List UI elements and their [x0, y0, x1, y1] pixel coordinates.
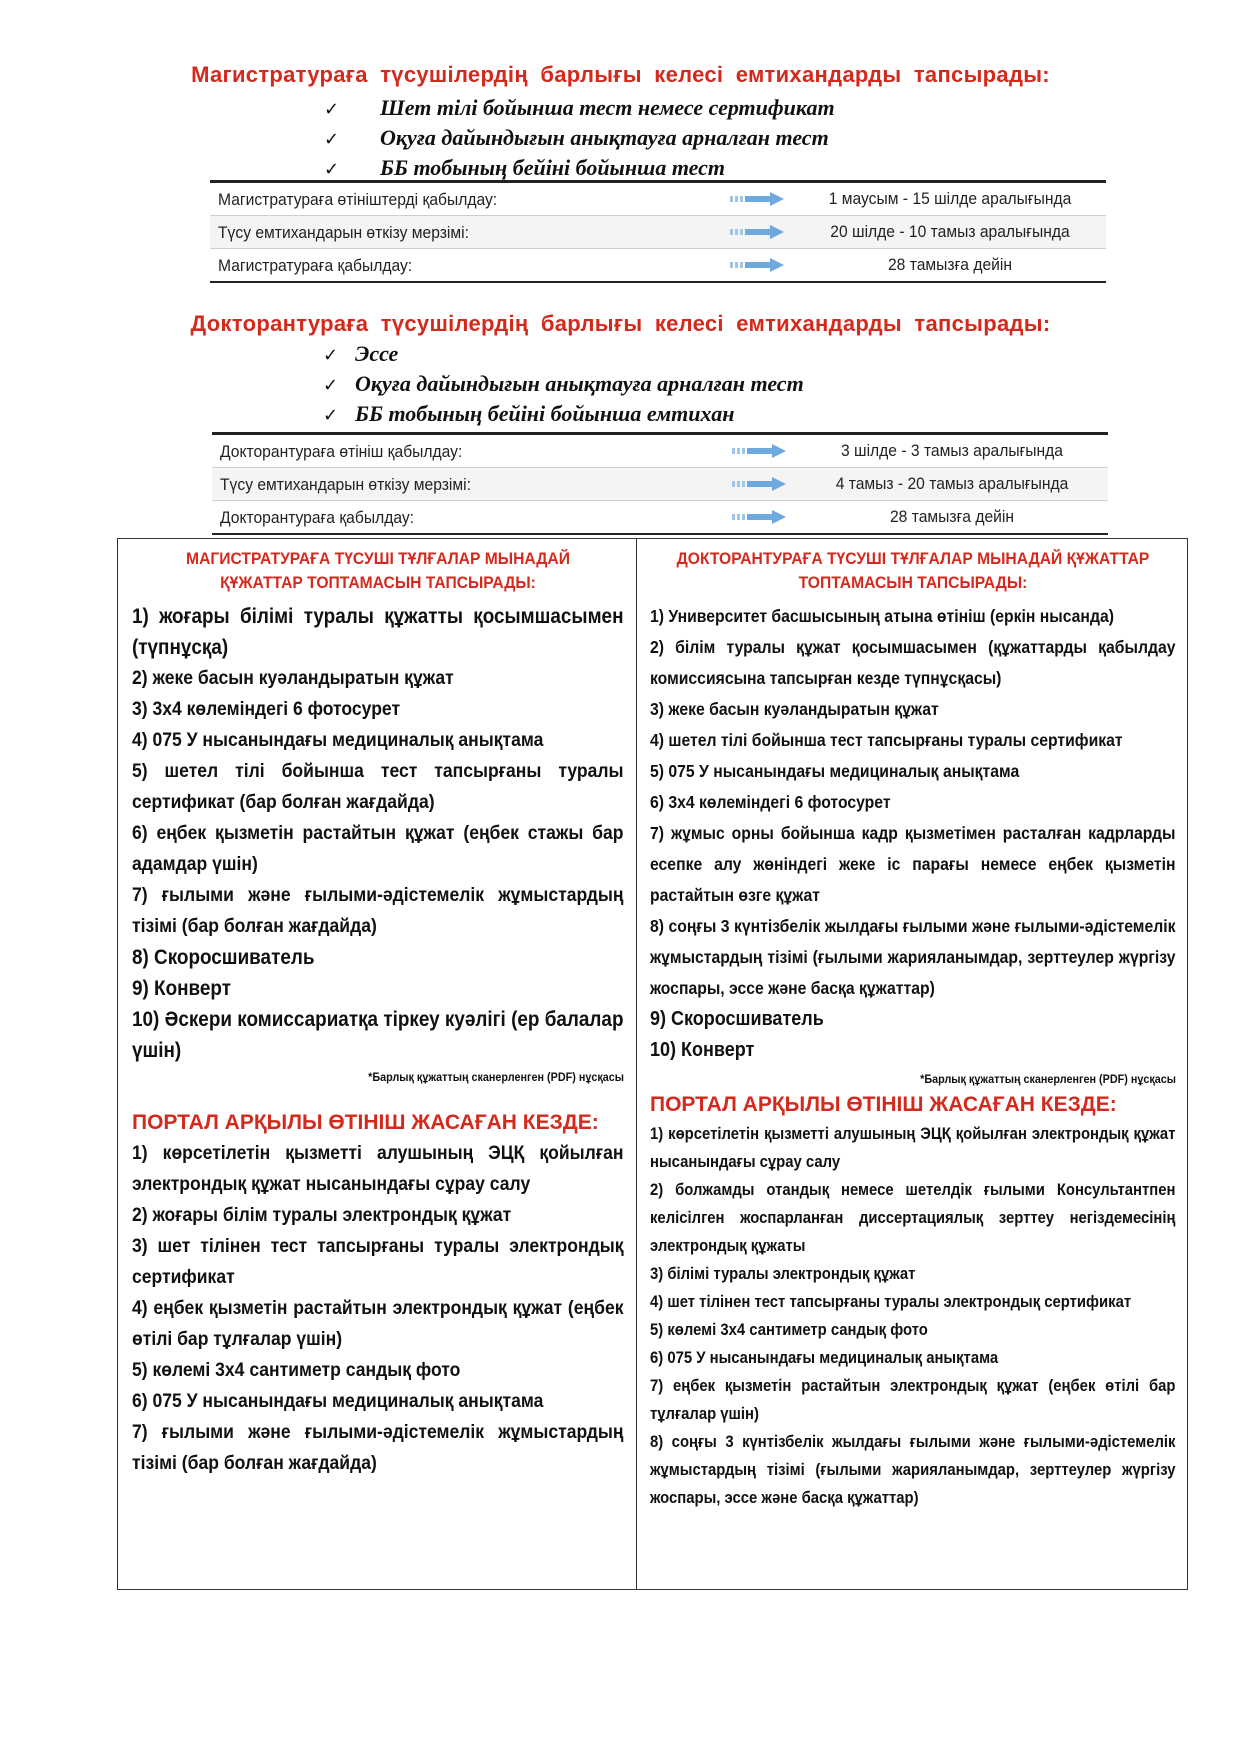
masters-heading: Магистратураға түсушілердің барлығы келесі емтихандарды тапсырады: — [191, 62, 1050, 87]
schedule-row — [212, 501, 1108, 533]
check-icon: ✓ — [323, 375, 339, 396]
list-item: 4) шетел тілі бойынша тест тапсырғаны туралы сертификат — [650, 730, 1123, 750]
schedule-row — [212, 468, 1108, 501]
portal-title: ПОРТАЛ АРҚЫЛЫ ӨТІНІШ ЖАСАҒАН КЕЗДЕ: — [132, 1111, 599, 1134]
arrow-icon — [732, 444, 786, 458]
exam-item: ✓ Оқуға дайындығын анықтауға арналған тест — [324, 124, 835, 154]
list-item: 7) жұмыс орны бойынша кадр қызметімен расталған кадрларды есепке алу жөніндегі жеке іс парағы немесе еңбек қызметін растайтын өзге құжат — [650, 823, 1176, 905]
list-item: 6) еңбек қызметін растайтын құжат (еңбек стажы бар адамдар үшін) — [132, 822, 624, 875]
portal-list — [132, 1138, 624, 1479]
column-divider — [636, 539, 637, 1589]
exam-item: ✓ ББ тобының бейіні бойынша тест — [324, 154, 835, 184]
list-item: 2) жоғары білім туралы электрондық құжат — [132, 1204, 512, 1226]
schedule-value: 4 тамыз - 20 тамыз аралығында — [835, 474, 1069, 493]
list-item: 7) ғылыми және ғылыми-әдістемелік жұмыстардың тізімі (бар болған жағдайда) — [132, 884, 624, 937]
schedule-label: Магистратураға қабылдау: — [218, 256, 413, 275]
list-item: 3) білімі туралы электрондық құжат — [650, 1265, 916, 1283]
doctoral-schedule — [212, 432, 1108, 535]
list-item: 2) болжамды отандық немесе шетелдік ғылыми Консультантпен келісілген жоспарланған диссертациялық зерттеу негіздемесінің электрондық құжаты — [650, 1181, 1176, 1255]
exam-item: ✓ Шет тілі бойынша тест немесе сертификат — [324, 94, 835, 124]
schedule-label: Түсу емтихандарын өткізу мерзімі: — [220, 475, 471, 494]
list-item: 9) Конверт — [132, 977, 231, 1000]
list-item: 3) 3х4 көлеміндегі 6 фотосурет — [132, 698, 401, 720]
schedule-label: Докторантураға қабылдау: — [220, 508, 415, 527]
list-item: 1) жоғары білімі туралы құжатты қосымшасымен (түпнұсқа) — [132, 605, 624, 659]
list-item: 1) көрсетілетін қызметті алушының ЭЦҚ қойылған электрондық құжат нысанындағы сұрау салу — [132, 1142, 624, 1195]
list-item: 5) көлемі 3х4 сантиметр сандық фото — [132, 1359, 461, 1381]
schedule-value: 28 тамызға дейін — [889, 507, 1014, 526]
documents-table — [117, 538, 1188, 1590]
arrow-icon — [732, 510, 786, 524]
document-list — [650, 601, 1176, 1066]
schedule-value: 28 тамызға дейін — [887, 255, 1012, 274]
portal-list — [650, 1120, 1176, 1512]
schedule-label: Докторантураға өтініш қабылдау: — [220, 442, 463, 461]
schedule-row — [210, 183, 1106, 216]
list-item: 6) 075 У нысанындағы медициналық анықтама — [132, 1390, 544, 1412]
schedule-value: 1 маусым - 15 шілде аралығында — [828, 189, 1072, 208]
portal-title: ПОРТАЛ АРҚЫЛЫ ӨТІНІШ ЖАСАҒАН КЕЗДЕ: — [650, 1093, 1117, 1116]
list-item: 1) көрсетілетін қызметті алушының ЭЦҚ қойылған электрондық құжат нысанындағы сұрау салу — [650, 1125, 1176, 1171]
schedule-row — [212, 435, 1108, 468]
list-item: 3) жеке басын куәландыратын құжат — [650, 699, 939, 719]
check-icon: ✓ — [323, 345, 339, 366]
list-item: 1) Университет басшысының атына өтініш (еркін нысанда) — [650, 606, 1114, 626]
list-item: 6) 3х4 көлеміндегі 6 фотосурет — [650, 792, 891, 812]
list-item: 4) шет тілінен тест тапсырғаны туралы электрондық сертификат — [650, 1293, 1132, 1311]
arrow-icon — [732, 477, 786, 491]
list-item: 2) білім туралы құжат қосымшасымен (құжаттарды қабылдау комиссиясына тапсырған кезде түпнұсқасы) — [650, 637, 1176, 688]
list-item: 9) Скоросшиватель — [650, 1008, 824, 1030]
check-icon: ✓ — [324, 99, 340, 120]
schedule-value: 20 шілде - 10 тамыз аралығында — [830, 222, 1070, 241]
list-item: 8) соңғы 3 күнтізбелік жылдағы ғылыми және ғылыми-әдістемелік жұмыстардың тізімі (ғылыми жарияланымдар, зерттеулер жүргізу жоспары, эссе және басқа құжаттар) — [650, 916, 1176, 998]
list-item: 4) еңбек қызметін растайтын электрондық құжат (еңбек өтілі бар тұлғалар үшін) — [132, 1297, 624, 1350]
list-item: 5) 075 У нысанындағы медициналық анықтама — [650, 761, 1020, 781]
masters-documents-column — [132, 539, 624, 1479]
doctoral-heading: Докторантураға түсушілердің барлығы келесі емтихандарды тапсырады: — [190, 311, 1051, 336]
exam-item: ✓ ББ тобының бейіні бойынша емтихан — [323, 400, 804, 430]
list-item: 5) шетел тілі бойынша тест тапсырғаны туралы сертификат (бар болған жағдайда) — [132, 760, 624, 813]
list-item: 8) Скоросшиватель — [132, 946, 315, 969]
list-item: 2) жеке басын куәландыратын құжат — [132, 667, 454, 689]
schedule-label: Түсу емтихандарын өткізу мерзімі: — [218, 223, 469, 242]
schedule-row — [210, 216, 1106, 249]
list-item: 7) ғылыми және ғылыми-әдістемелік жұмыстардың тізімі (бар болған жағдайда) — [132, 1421, 624, 1474]
list-item: 4) 075 У нысанындағы медициналық анықтама — [132, 729, 544, 751]
scan-note: *Барлық құжаттың сканерленген (PDF) нұсқасы — [920, 1072, 1176, 1086]
list-item: 6) 075 У нысанындағы медициналық анықтама — [650, 1349, 999, 1367]
list-item: 5) көлемі 3х4 сантиметр сандық фото — [650, 1321, 928, 1339]
check-icon: ✓ — [324, 129, 340, 150]
column-title: МАГИСТРАТУРАҒА ТҮСУШІ ТҰЛҒАЛАР МЫНАДАЙ ҚҰЖАТТАР ТОПТАМАСЫН ТАПСЫРАДЫ: — [186, 549, 570, 592]
schedule-value: 3 шілде - 3 тамыз аралығында — [840, 441, 1064, 460]
masters-schedule — [210, 180, 1106, 283]
arrow-icon — [730, 258, 784, 272]
exam-item: ✓ Оқуға дайындығын анықтауға арналған тест — [323, 370, 804, 400]
check-icon: ✓ — [323, 405, 339, 426]
schedule-label: Магистратураға өтініштерді қабылдау: — [218, 190, 498, 209]
schedule-row — [210, 249, 1106, 281]
scan-note: *Барлық құжаттың сканерленген (PDF) нұсқасы — [368, 1070, 624, 1084]
masters-exam-list — [324, 94, 835, 184]
doctoral-documents-column — [650, 539, 1176, 1512]
exam-item: ✓ Эссе — [323, 340, 804, 370]
list-item: 10) Конверт — [650, 1039, 755, 1061]
list-item: 10) Әскери комиссариатқа тіркеу куәлігі (ер балалар үшін) — [132, 1008, 624, 1062]
document-list — [132, 601, 624, 1066]
check-icon: ✓ — [324, 159, 340, 180]
doctoral-exam-list — [323, 340, 804, 430]
list-item: 3) шет тілінен тест тапсырғаны туралы электрондық сертификат — [132, 1235, 624, 1288]
column-title: ДОКТОРАНТУРАҒА ТҮСУШІ ТҰЛҒАЛАР МЫНАДАЙ ҚҰЖАТТАР ТОПТАМАСЫН ТАПСЫРАДЫ: — [676, 549, 1150, 592]
list-item: 7) еңбек қызметін растайтын электрондық құжат (еңбек өтілі бар тұлғалар үшін) — [650, 1377, 1176, 1423]
arrow-icon — [730, 192, 784, 206]
arrow-icon — [730, 225, 784, 239]
list-item: 8) соңғы 3 күнтізбелік жылдағы ғылыми және ғылыми-әдістемелік жұмыстардың тізімі (ғылыми жарияланымдар, зерттеулер жүргізу жоспары, эссе және басқа құжаттар) — [650, 1433, 1176, 1507]
